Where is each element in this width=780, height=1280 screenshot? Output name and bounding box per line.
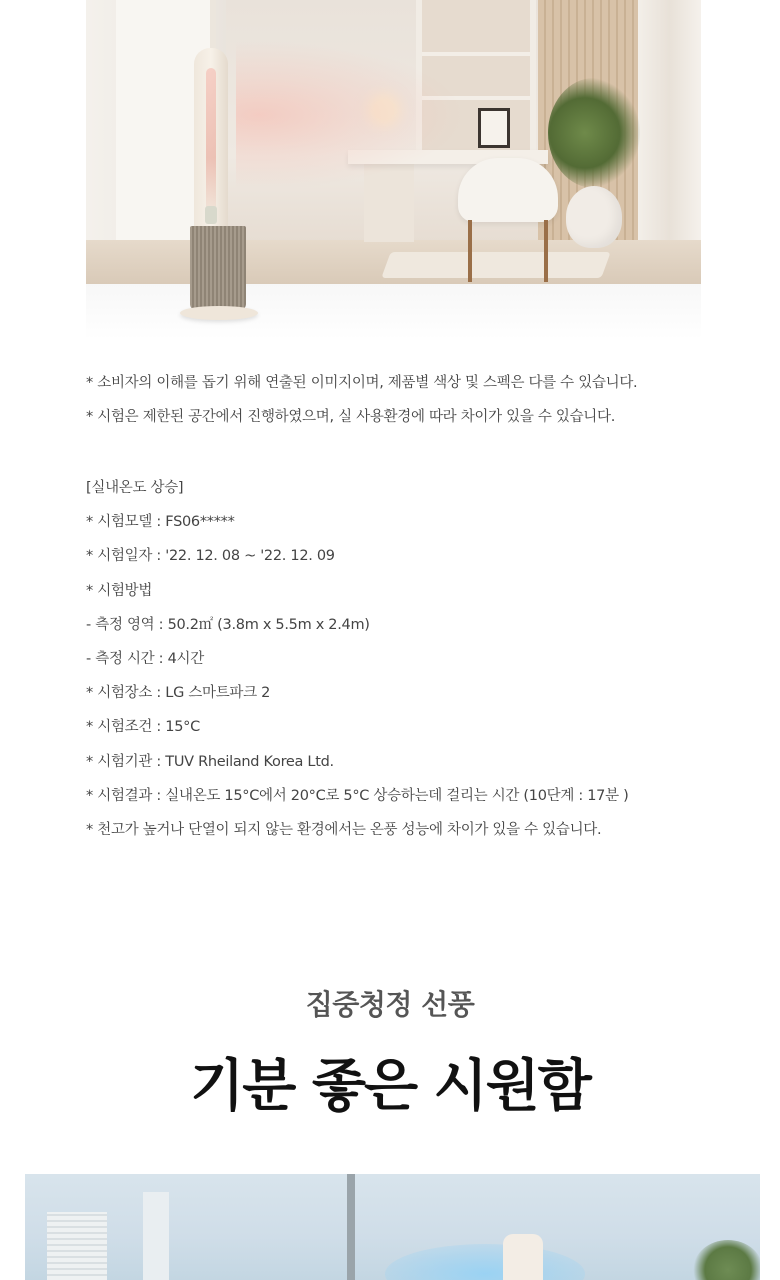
warm-airflow (236, 40, 466, 190)
tower-fan-product (503, 1234, 543, 1280)
spec-section-label: [실내온도 상승] (86, 480, 184, 496)
spec-condition: * 시험조건 : 15°C (86, 719, 200, 736)
spec-institution: * 시험기관 : TUV Rheiland Korea Ltd. (86, 753, 334, 770)
cooling-scene-image (25, 1174, 760, 1280)
spec-duration: - 측정 시간 : 4시간 (86, 650, 204, 667)
section-subtitle: 집중청정 선풍 (305, 988, 475, 1021)
plant-pot (566, 186, 622, 248)
spec-area: - 측정 영역 : 50.2㎡ (3.8m x 5.5m x 2.4m) (86, 616, 370, 633)
image-disclaimer-notes (86, 373, 726, 427)
spec-model: * 시험모델 : FS06***** (86, 514, 235, 531)
product-floor-shadow (86, 284, 701, 340)
fan-grille (190, 226, 246, 310)
note-line: * 시험은 제한된 공간에서 진행하였으며, 실 사용환경에 따라 차이가 있을 수 있습니다. (86, 409, 616, 425)
chair (458, 158, 558, 222)
product-room-image (86, 0, 701, 284)
test-specs (86, 478, 726, 854)
fan-base (180, 306, 258, 320)
spec-disclaimer: * 천고가 높거나 단열이 되지 않는 환경에서는 온풍 성능에 차이가 있을 수 있습니다. (86, 821, 602, 838)
spec-result: * 시험결과 : 실내온도 15°C에서 20°C로 5°C 상승하는데 걸리는 시간 (10단계 : 17분 ) (86, 787, 629, 804)
tree (693, 1240, 760, 1280)
plant (548, 78, 640, 188)
chair-leg (468, 220, 472, 282)
spec-method: * 시험방법 (86, 582, 153, 599)
city-building (143, 1192, 169, 1280)
cool-airflow (385, 1244, 585, 1280)
note-line: * 소비자의 이해를 돕기 위해 연출된 이미지이며, 제품별 색상 및 스펙은 다를 수 있습니다. (86, 375, 638, 391)
fan-body (194, 48, 228, 228)
picture-frame (478, 108, 510, 148)
rug (381, 252, 610, 278)
section-title: 기분 좋은 시원함 (190, 1054, 590, 1119)
chair-leg (544, 220, 548, 282)
spec-location: * 시험장소 : LG 스마트파크 2 (86, 685, 271, 702)
window-frame (347, 1174, 355, 1280)
fan-display (205, 206, 217, 224)
spec-date: * 시험일자 : '22. 12. 08 ~ '22. 12. 09 (86, 548, 335, 565)
tower-fan-product (180, 48, 260, 320)
city-building (47, 1212, 107, 1280)
